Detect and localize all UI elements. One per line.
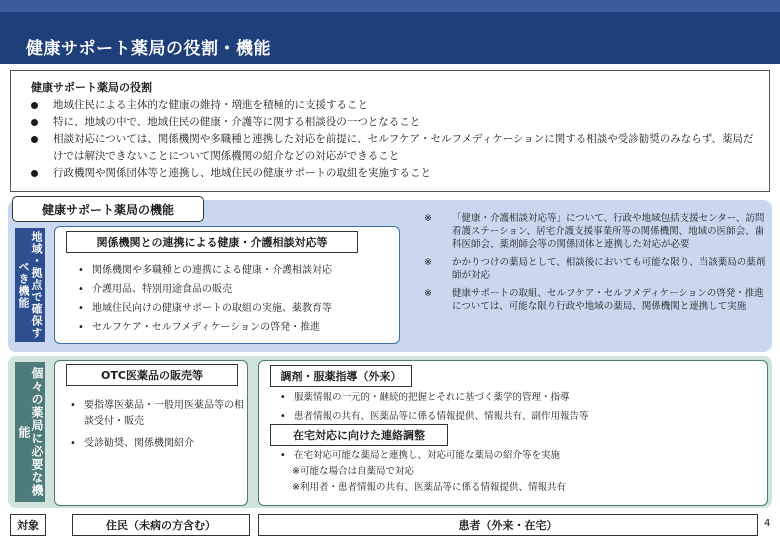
target-label: 対象 bbox=[10, 514, 46, 536]
list-item: • 服薬情報の一元的・継続的把握とそれに基づく薬学的管理・指導 bbox=[280, 388, 760, 407]
otc-panel-title: OTC医薬品の販売等 bbox=[66, 364, 238, 386]
otc-list bbox=[70, 398, 246, 458]
list-item: • 地域住民向けの健康サポートの取組の実施、薬教育等 bbox=[78, 299, 398, 318]
list-item: • 関係機関や多職種との連携による健康・介護相談対応 bbox=[78, 261, 398, 280]
role-item: 行政機関や関係団体等と連携し、地域住民の健康サポートの取組を実施すること bbox=[29, 165, 759, 182]
role-box bbox=[10, 70, 770, 192]
list-item: • 介護用品、特別用途食品の販売 bbox=[78, 280, 398, 299]
title-bar bbox=[0, 0, 780, 64]
note-item: ※ かかりつけの薬局として、相談後においても可能な限り、当該薬局の薬剤師が対応 bbox=[424, 257, 766, 281]
bullet-icon bbox=[31, 119, 38, 126]
role-item: 特に、地域の中で、地域住民の健康・介護等に関する相談役の一つとなること bbox=[29, 114, 759, 131]
home-care-note: ※可能な場合は自薬局で対応 bbox=[292, 466, 414, 477]
note-mark: ※ bbox=[424, 288, 432, 299]
list-item: • セルフケア・セルフメディケーションの啓発・推進 bbox=[78, 318, 398, 337]
list-item: • 受診勧奨、関係機関紹介 bbox=[70, 436, 246, 452]
role-item: 地域住民による主体的な健康の維持・増進を積極的に支援すること bbox=[29, 97, 759, 114]
page-number: 4 bbox=[764, 518, 771, 529]
bullet-icon bbox=[31, 136, 38, 143]
note-item: ※ 「健康・介護相談対応等」について、行政や地域包括支援センター、訪問看護ステーション、居宅介護支援事業所等の関係機関、地域の医師会、歯科医師会、薬剤師会等の関係団体と連携した対応が必要 bbox=[424, 213, 765, 250]
dispensing-list bbox=[280, 388, 760, 426]
target-patients: 患者（外来・在宅） bbox=[258, 514, 758, 536]
note-mark: ※ bbox=[424, 257, 432, 268]
list-item: • 患者情報の共有、医薬品等に係る情報提供、情報共有、副作用報告等 bbox=[280, 407, 760, 426]
note-mark: ※ bbox=[424, 213, 432, 224]
list-item: • 在宅対応可能な薬局と連携し、対応可能な薬局の紹介等を実施 bbox=[280, 448, 760, 464]
bullet-icon bbox=[31, 170, 38, 177]
page-title: 健康サポート薬局の役割・機能 bbox=[26, 39, 271, 59]
home-care-note: ※利用者・患者情報の共有、医薬品等に係る情報提供、情報共有 bbox=[292, 482, 566, 493]
home-care-list bbox=[280, 448, 760, 464]
note-item: ※ 健康サポートの取組、セルフケア・セルフメディケーションの啓発・推進については、可能な限り行政や地域の薬局、関係機関と連携して実施 bbox=[424, 288, 764, 312]
dispensing-panel-title: 調剤・服薬指導（外来） bbox=[270, 365, 412, 387]
functions-label: 健康サポート薬局の機能 bbox=[12, 196, 204, 222]
consultation-panel-title: 関係機関との連携による健康・介護相談対応等 bbox=[66, 231, 358, 253]
role-item: 相談対応については、関係機関や多職種と連携した対応を前提に、セルフケア・セルフメディケーションに関する相談や受診勧奨のみならず、薬局だけでは解決できないことについて関係機関の紹介などの対応ができること bbox=[29, 131, 759, 165]
role-list bbox=[29, 97, 759, 182]
bullet-icon bbox=[31, 102, 38, 109]
side-label-individual: 個々の薬局に必要な機能 bbox=[15, 362, 45, 502]
home-care-panel-title: 在宅対応に向けた連絡調整 bbox=[270, 424, 448, 446]
role-heading: 健康サポート薬局の役割 bbox=[31, 81, 152, 94]
side-label-regional: 地域・拠点で確保すべき機能 bbox=[15, 228, 45, 342]
consultation-list bbox=[78, 261, 398, 337]
title-bar-highlight bbox=[0, 0, 780, 12]
target-residents: 住民（未病の方含む） bbox=[72, 514, 250, 536]
notes bbox=[424, 212, 770, 318]
list-item: • 要指導医薬品・一般用医薬品等の相談受付・販売 bbox=[70, 398, 246, 430]
